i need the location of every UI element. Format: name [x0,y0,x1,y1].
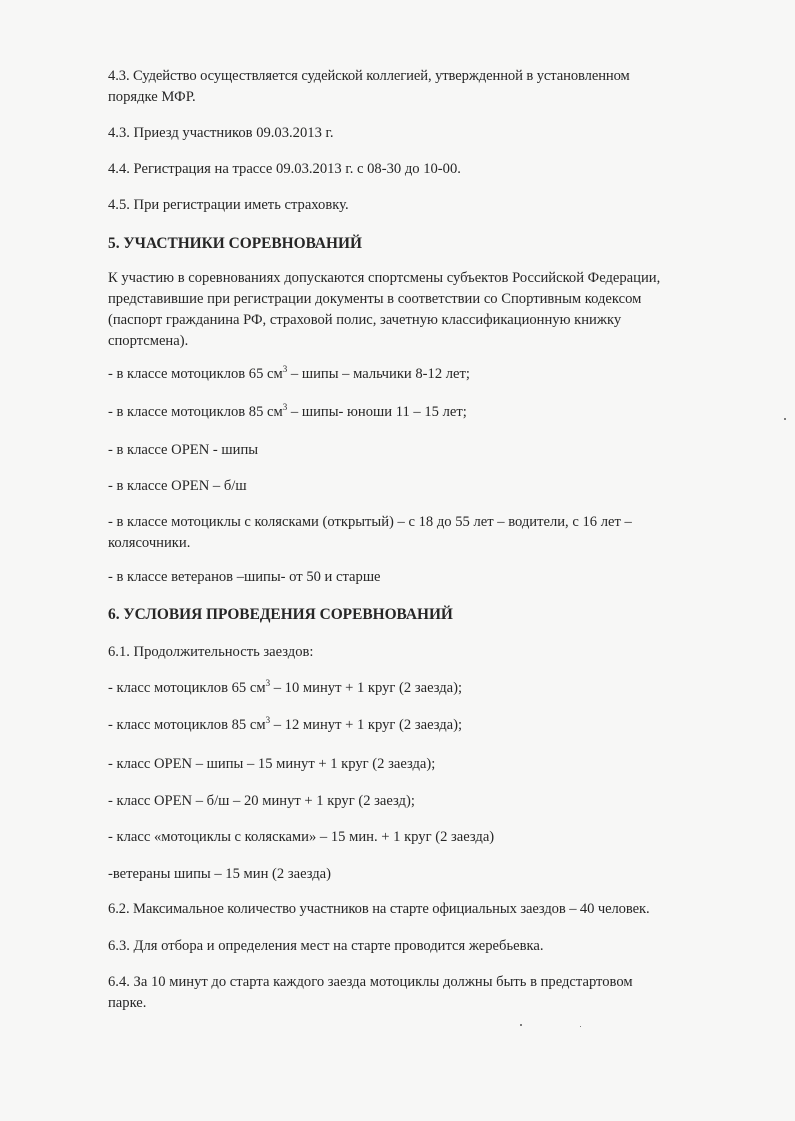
duration-open-bsh-line: - класс OPEN – б/ш – 20 минут + 1 круг (2 заезд); [108,793,415,809]
scan-speck [520,1024,522,1026]
prestart-line-2: парке. [108,995,147,1011]
section-5-heading: 5. УЧАСТНИКИ СОРЕВНОВАНИЙ [108,235,362,252]
class-65-text-rest: – шипы – мальчики 8-12 лет; [287,366,470,382]
prestart-line-1: 6.4. За 10 минут до старта каждого заезда мотоциклы должны быть в предстартовом [108,974,633,990]
duration-85-superscript: 3 [265,715,271,725]
draw-line: 6.3. Для отбора и определения мест на старте проводится жеребьевка. [108,938,544,954]
max-participants-line: 6.2. Максимальное количество участников на старте официальных заездов – 40 человек. [108,901,650,917]
duration-85-text: - класс мотоциклов 85 см [108,717,266,733]
scan-speck [580,1026,581,1027]
participants-intro-line-1: К участию в соревнованиях допускаются спортсмены субъектов Российской Федерации, [108,270,661,286]
participants-intro-line-3: (паспорт гражданина РФ, страховой полис, зачетную классификационную книжку [108,312,622,328]
section-6-heading: 6. УСЛОВИЯ ПРОВЕДЕНИЯ СОРЕВНОВАНИЙ [108,606,453,623]
duration-heading-line: 6.1. Продолжительность заездов: [108,644,314,660]
duration-open-spikes-line: - класс OPEN – шипы – 15 минут + 1 круг (2 заезда); [108,756,436,772]
arrival-line: 4.3. Приезд участников 09.03.2013 г. [108,125,334,141]
class-open-bsh-line: - в классе OPEN – б/ш [108,478,247,494]
class-sidecar-line-2: колясочники. [108,535,191,551]
judging-line-2: порядке МФР. [108,89,196,105]
participants-intro-line-4: спортсмена). [108,333,189,349]
scan-speck [784,418,786,420]
duration-sidecar-line: - класс «мотоциклы с колясками» – 15 мин. + 1 круг (2 заезда) [108,829,495,845]
duration-85-text-rest: – 12 минут + 1 круг (2 заезда); [270,717,463,733]
class-85-superscript: 3 [282,402,288,412]
class-65-text: - в классе мотоциклов 65 см [108,366,283,382]
class-85-line [108,402,467,422]
duration-65-superscript: 3 [265,678,271,688]
class-85-text: - в классе мотоциклов 85 см [108,404,283,420]
class-65-line [108,364,470,384]
participants-intro-line-2: представившие при регистрации документы в соответствии со Спортивным кодексом [108,291,642,307]
duration-65-text-rest: – 10 минут + 1 круг (2 заезда); [270,680,463,696]
duration-65-text: - класс мотоциклов 65 см [108,680,266,696]
class-sidecar-line-1: - в классе мотоциклы с колясками (открытый) – с 18 до 55 лет – водители, с 16 лет – [108,514,632,530]
insurance-line: 4.5. При регистрации иметь страховку. [108,197,349,213]
duration-veterans-line: -ветераны шипы – 15 мин (2 заезда) [108,866,332,882]
judging-line-1: 4.3. Судейство осуществляется судейской коллегией, утвержденной в установленном [108,68,630,84]
duration-85-line [108,715,462,735]
duration-65-line [108,678,462,698]
class-65-superscript: 3 [282,364,288,374]
class-85-text-rest: – шипы- юноши 11 – 15 лет; [287,404,467,420]
class-veterans-line: - в классе ветеранов –шипы- от 50 и старше [108,569,381,585]
registration-line: 4.4. Регистрация на трассе 09.03.2013 г. с 08-30 до 10-00. [108,161,461,177]
class-open-spikes-line: - в классе OPEN - шипы [108,442,259,458]
